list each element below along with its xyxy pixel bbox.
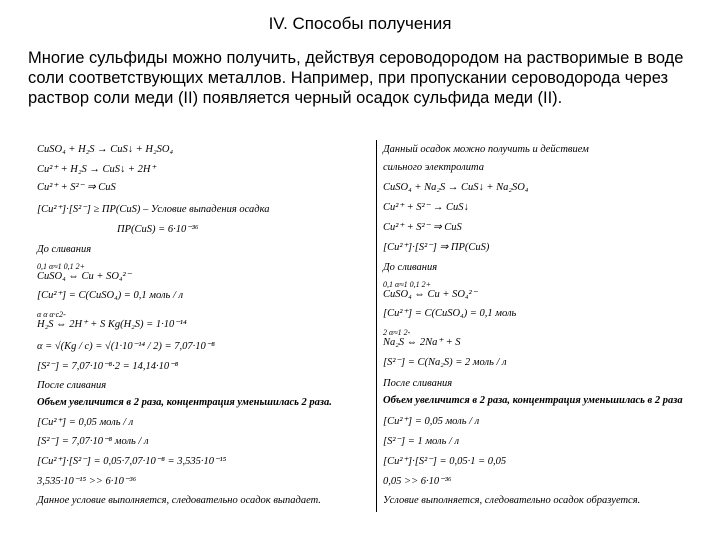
right-line: Na₂S ⇔ 2Na⁺ + S xyxy=(383,337,461,348)
left-line: После сливания xyxy=(37,380,107,391)
right-line: Условие выполняется, следовательно осадок образуется. xyxy=(383,495,641,506)
left-line: CuSO₄ + H₂S → CuS↓ + H₂SO₄ xyxy=(37,144,174,155)
right-line: [Cu²⁺]·[S²⁻] = 0,05·1 = 0,05 xyxy=(383,456,507,467)
left-line: Cu²⁺ + S²⁻ ⇒ CuS xyxy=(37,182,116,193)
column-divider xyxy=(376,140,377,512)
right-line: [S²⁻] = C(Na₂S) = 2 моль / л xyxy=(383,357,507,368)
left-line: 0,1 α≈1 0,1 2+ xyxy=(37,262,85,271)
right-line: Cu²⁺ + S²⁻ ⇒ CuS xyxy=(383,222,462,233)
right-line: Данный осадок можно получить и действием xyxy=(383,144,589,155)
left-line: [Cu²⁺]·[S²⁻] = 0,05·7,07·10⁻⁸ = 3,535·10⁻¹⁵ xyxy=(37,456,227,467)
right-line: 0,1 α≈1 0,1 2+ xyxy=(383,280,431,289)
right-line: 0,05 >> 6·10⁻³⁶ xyxy=(383,476,452,487)
right-line: [Cu²⁺]·[S²⁻] ⇒ ПР(CuS) xyxy=(383,242,490,253)
right-line: После сливания xyxy=(383,378,453,389)
left-line: α α α·c2- xyxy=(37,310,66,319)
left-line: CuSO₄ ⇔ Cu + SO₄²⁻ xyxy=(37,271,132,282)
left-line: Данное условие выполняется, следовательно осадок выпадает. xyxy=(37,495,321,506)
right-line: [S²⁻] = 1 моль / л xyxy=(383,436,460,447)
page-title: IV. Способы получения xyxy=(268,14,452,33)
left-line: ПР(CuS) = 6·10⁻³⁶ xyxy=(117,224,199,235)
left-line: Объем увеличится в 2 раза, концентрация уменьшилась 2 раза. xyxy=(37,397,332,408)
left-line: [Cu²⁺] = C(CuSO₄) = 0,1 моль / л xyxy=(37,290,184,301)
right-line: CuSO₄ ⇔ Cu + SO₄²⁻ xyxy=(383,289,478,300)
right-line: CuSO₄ + Na₂S → CuS↓ + Na₂SO₄ xyxy=(383,182,529,193)
left-line: H₂S ⇔ 2H⁺ + S Kg(H₂S) = 1·10⁻¹⁴ xyxy=(37,319,187,330)
right-line: Объем увеличится в 2 раза, концентрация уменьшилась в 2 раза xyxy=(383,395,683,406)
right-line: сильного электролита xyxy=(383,162,484,173)
left-line: Cu²⁺ + H₂S → CuS↓ + 2H⁺ xyxy=(37,164,156,175)
left-line: [Cu²⁺] = 0,05 моль / л xyxy=(37,417,134,428)
right-line: Cu²⁺ + S²⁻ → CuS↓ xyxy=(383,202,469,213)
right-line: До сливания xyxy=(383,262,438,273)
intro-paragraph: Многие сульфиды можно получить, действуя сероводородом на растворимые в воде соли соответствующих металлов. Например, при пропускании сероводорода через раствор соли меди (II) появляется черный осадок сульфида меди (II). xyxy=(28,49,684,107)
left-line: До сливания xyxy=(37,244,92,255)
right-line: 2 α≈1 2- xyxy=(383,328,411,337)
left-line: 3,535·10⁻¹⁵ >> 6·10⁻³⁶ xyxy=(37,476,137,487)
left-line: [Cu²⁺]·[S²⁻] ≥ ПР(CuS) – Условие выпадения осадка xyxy=(37,204,270,215)
right-line: [Cu²⁺] = 0,05 моль / л xyxy=(383,416,480,427)
left-line: [S²⁻] = 7,07·10⁻⁸ моль / л xyxy=(37,436,149,447)
right-line: [Cu²⁺] = C(CuSO₄) = 0,1 моль xyxy=(383,308,517,319)
left-line: α = √(Kg / c) = √(1·10⁻¹⁴ / 2) = 7,07·10⁻⁸ xyxy=(37,341,215,352)
left-line: [S²⁻] = 7,07·10⁻⁸·2 = 14,14·10⁻⁸ xyxy=(37,361,179,372)
